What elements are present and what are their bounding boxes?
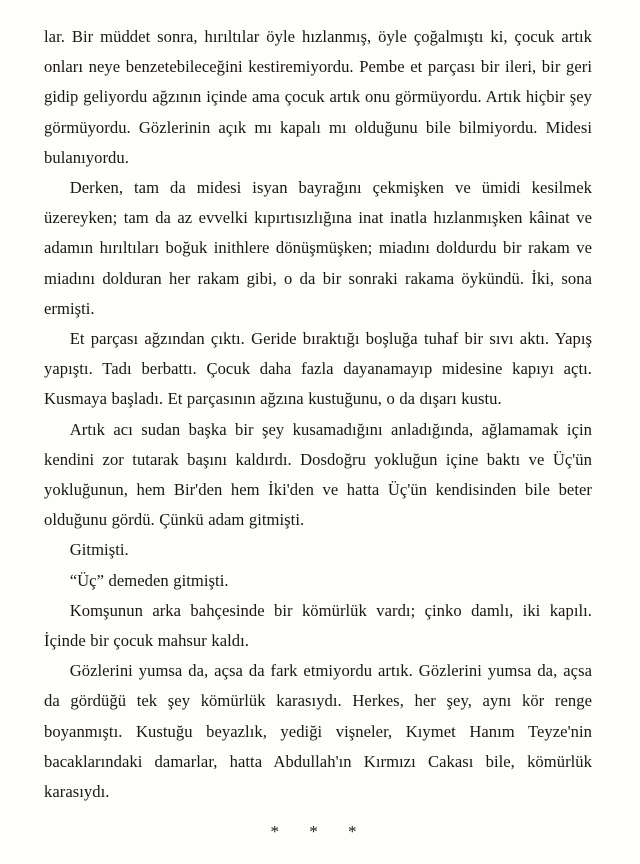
- paragraph: Gözlerini yumsa da, açsa da fark etmiyordu artık. Gözlerini yumsa da, açsa da gördüğü tek şey kömürlük karasıydı. Herkes, her şey, aynı kör renge boyanmıştı. Kustuğu beyazlık, yediği vişneler, Kıymet Hanım Teyze'nin bacaklarındaki damarlar, hatta Abdullah'ın Kırmızı Cakası bile, kömürlük karasıydı.: [44, 661, 592, 802]
- paragraph: Et parçası ağzından çıktı. Geride bıraktığı boşluğa tuhaf bir sıvı aktı. Yapış yapıştı. Tadı berbattı. Çocuk daha fazla dayanamayıp midesine kapıyı açtı. Kusmaya başladı. Et parçasının ağzına kustuğunu, o da dışarı kustu.: [44, 329, 592, 409]
- section-divider: * * *: [270, 822, 370, 841]
- paragraph: Derken, tam da midesi isyan bayrağını çekmişken ve ümidi kesilmek üzereyken; tam da az evvelki kıpırtısızlığına inat inatla hızlanmışken kâinat ve adamın hırıltıları boğuk inithlere dönüşmüşken; miadını doldurdu bir rakam ve miadını dolduran her rakam gibi, o da bir sonraki rakama öykündü. İki, sona ermişti.: [44, 178, 592, 318]
- paragraph: Artık acı sudan başka bir şey kusamadığını anladığında, ağlamamak için kendini zor tutarak başını kaldırdı. Dosdoğru yokluğun içine baktı ve Üç'ün yokluğunun, hem Bir'den hem İki'den ve hatta Üç'ün kendisinden bile beter olduğunu gördü. Çünkü adam gitmişti.: [44, 419, 592, 530]
- paragraph: lar. Bir müddet sonra, hırıltılar öyle hızlanmış, öyle çoğalmıştı ki, çocuk artık onları neye benzetebileceğini kestiremiyordu. Pembe et parçası bir ileri, bir geri gidip geliyordu ağzının içinde ama çocuk artık onu görmüyordu. Artık hiçbir şey görmüyordu. Gözlerinin açık mı kapalı mı olduğunu bile bilmiyordu. Midesi bulanıyordu.: [44, 27, 592, 167]
- paragraph: “Üç” demeden gitmişti.: [69, 570, 229, 590]
- page-body: [44, 22, 592, 807]
- paragraph: Gitmişti.: [69, 540, 129, 560]
- paragraph: Komşunun arka bahçesinde bir kömürlük vardı; çinko damlı, iki kapılı. İçinde bir çocuk mahsur kaldı.: [44, 600, 592, 651]
